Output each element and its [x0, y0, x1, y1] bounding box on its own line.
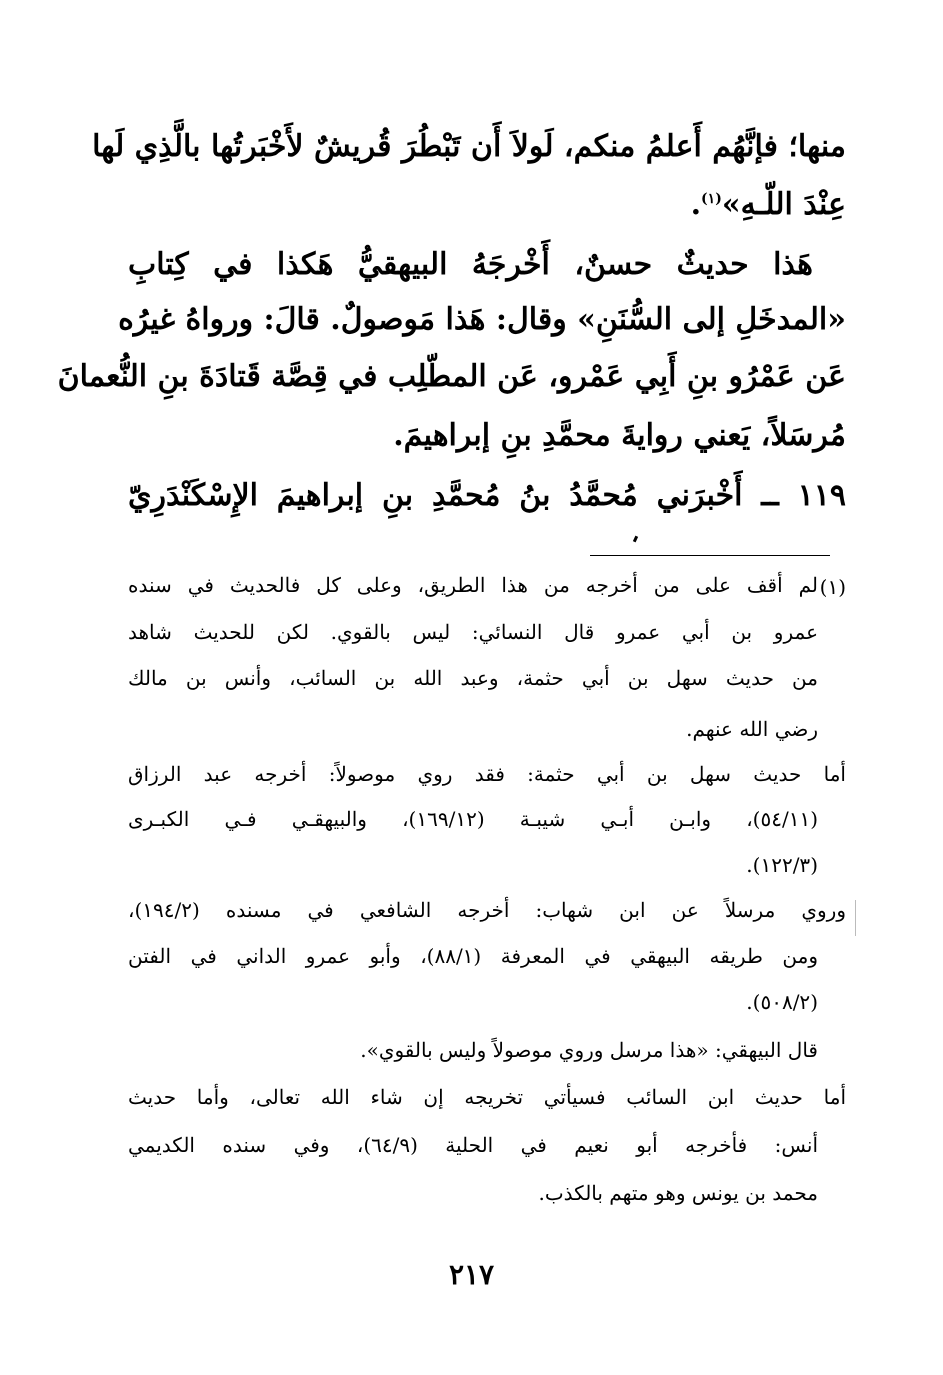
- footnote-line: (١٢٢/٣).: [746, 853, 818, 877]
- footnote-line: قال البيهقي: «هذا مرسل وروي موصولاً وليس بالقوي».: [360, 1038, 818, 1062]
- footnote-line: عمرو بن أبي عمرو قال النسائي: ليس بالقوي. لكن للحديث شاهد: [128, 620, 818, 644]
- footnote-line: من حديث سهل بن أبي حثمة، وعبد الله بن السائب، وأنس بن مالك: [128, 666, 818, 690]
- footnote-line: وروي مرسلاً عن ابن شهاب: أخرجه الشافعي في مسنده (١٩٤/٢)،: [128, 898, 846, 922]
- footnote-line: رضي الله عنهم.: [686, 717, 818, 741]
- main-text-line-2-text: عِنْدَ اللّـهِ»: [721, 187, 846, 222]
- hadith-119-heading: ١١٩ ــ أَخْبرَني مُحمَّدُ بنُ مُحمَّدِ بنِ إبراهيمَ الإِسْكَنْدَرِيّ: [128, 478, 846, 513]
- footnote-line: محمد بن يونس وهو متهم بالكذب.: [538, 1181, 818, 1205]
- main-text-line-3: هَذا حديثٌ حسنٌ، أَخْرجَهُ البيهقيُّ هَكذا في كِتابِ: [128, 247, 813, 282]
- footnote-line: (٥٠٨/٢).: [746, 990, 818, 1014]
- footnote-line: لم أقف على من أخرجه من هذا الطريق، وعلى كل فالحديث في سنده: [128, 573, 818, 597]
- main-text-line-5: عَن عَمْرُو بنِ أَبِي عَمْرو، عَن المطّلِب في قِصَّة قَتادَةَ بنِ النُّعمانَ: [57, 359, 846, 394]
- footnote-line: أنس: فأخرجه أبو نعيم في الحلية (٦٤/٩)، وفي سنده الكديمي: [128, 1133, 818, 1157]
- main-text-line-4: «المدخَلِ إلى السُّنَنِ» وقال: هَذا مَوصولٌ. قالَ: ورواهُ غيرُه: [118, 302, 846, 337]
- footnote-separator: [590, 555, 830, 556]
- page-number: ٢١٧: [448, 1258, 495, 1291]
- footnote-line: (٥٤/١١)، وابـن أبـي شيبـة (١٦٩/١٢)، والبيهقـي فـي الكبـرى: [128, 807, 819, 831]
- main-text-line-1: منها؛ فإنَّهُم أَعلمُ منكم، لَولاَ أَن تَبْطُرَ قُريشٌ لأَخْبَرتُها بالَّذِي لَها: [92, 129, 846, 164]
- footnote-line: ومن طريقه البيهقي في المعرفة (٨٨/١)، وأبو عمرو الداني في الفتن: [128, 944, 819, 968]
- main-text-line-6: مُرسَلاً، يَعني روايةَ محمَّدِ بنِ إبراهيمَ.: [393, 418, 846, 453]
- footnote-reference: (١): [701, 191, 722, 207]
- main-text-line-2: [128, 187, 846, 222]
- margin-line: [855, 900, 856, 936]
- footnote-line: أما حديث سهل بن أبي حثمة: فقد روي موصولاً: أخرجه عبد الرزاق: [128, 762, 846, 786]
- footnote-marker: (١): [819, 575, 846, 599]
- stray-mark: [633, 536, 638, 543]
- footnote-line: أما حديث ابن السائب فسيأتي تخريجه إن شاء الله تعالى، وأما حديث: [128, 1085, 846, 1109]
- main-text-line-2-end: .: [690, 187, 702, 222]
